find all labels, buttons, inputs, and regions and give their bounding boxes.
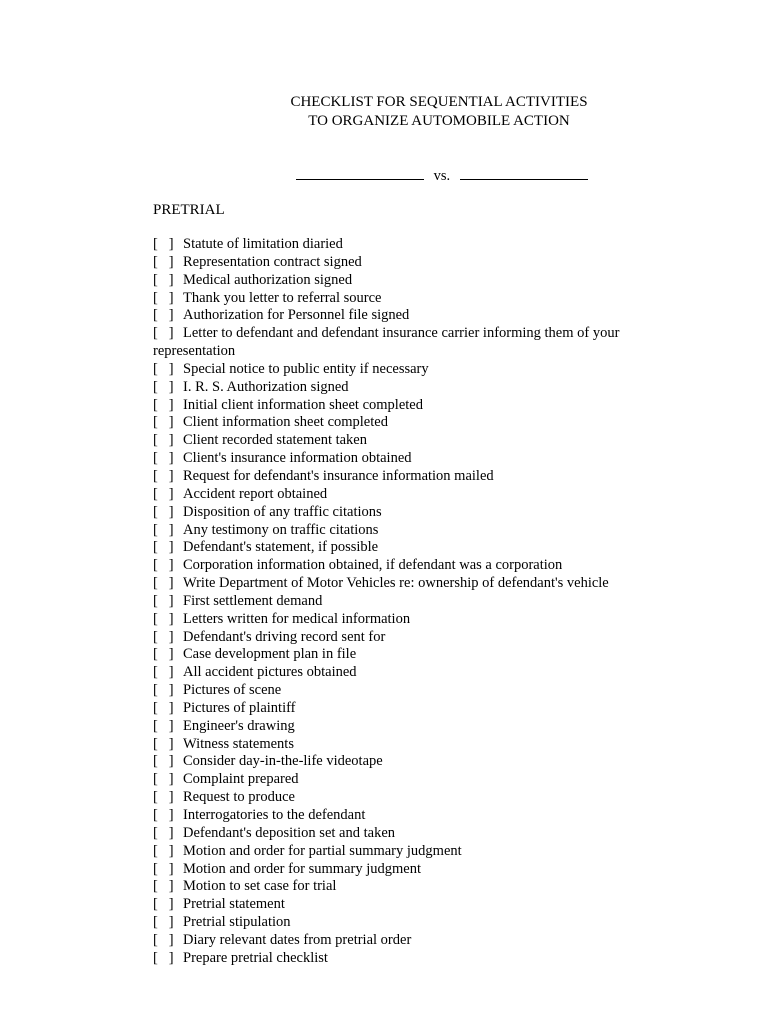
checklist-item-label: Initial client information sheet completed [183,396,423,413]
checklist-item-label: Pictures of scene [183,682,282,699]
checklist-item-label: Medical authorization signed [183,271,353,288]
checklist-item-label: Motion and order for partial summary judgment [183,842,462,859]
checklist-item [153,539,653,557]
checklist-item [153,325,653,361]
checklist-item [153,682,653,700]
checkbox[interactable]: [ ] [153,646,174,663]
checkbox[interactable]: [ ] [153,860,174,877]
checkbox[interactable]: [ ] [153,914,174,931]
checklist-item [153,254,653,272]
checklist-item-label: Special notice to public entity if necessary [183,360,429,377]
plaintiff-blank-line [296,166,424,180]
checklist-item [153,932,653,950]
checkbox[interactable]: [ ] [153,949,174,966]
checklist-item [153,272,653,290]
checkbox[interactable]: [ ] [153,789,174,806]
checklist-item-label: I. R. S. Authorization signed [183,378,349,395]
checkbox[interactable]: [ ] [153,575,174,592]
checkbox[interactable]: [ ] [153,592,174,609]
checklist-item-label: Client recorded statement taken [183,432,367,449]
checklist-item-label: Any testimony on traffic citations [183,521,379,538]
checklist-item [153,504,653,522]
checklist-item-label: Statute of limitation diaried [183,236,343,252]
checklist-item-label: Case development plan in file [183,646,357,663]
checklist-item [153,593,653,611]
checklist-item [153,646,653,664]
checklist-item [153,629,653,647]
checklist-item-label: Motion and order for summary judgment [183,860,421,877]
checkbox[interactable]: [ ] [153,842,174,859]
checkbox[interactable]: [ ] [153,307,174,324]
checklist-item-label: Pretrial statement [183,896,285,913]
checklist-item [153,861,653,879]
checklist-item-label: All accident pictures obtained [183,664,357,681]
checklist-item-label: Consider day-in-the-life videotape [183,753,383,770]
checkbox[interactable]: [ ] [153,628,174,645]
checklist-item-label: Accident report obtained [183,485,328,502]
checkbox[interactable]: [ ] [153,236,174,252]
checklist-item [153,664,653,682]
checklist-item [153,718,653,736]
checkbox[interactable]: [ ] [153,610,174,627]
checklist-item [153,825,653,843]
checklist-item [153,307,653,325]
checklist-item-label: Authorization for Personnel file signed [183,307,410,324]
checkbox[interactable]: [ ] [153,807,174,823]
checkbox[interactable]: [ ] [153,539,174,556]
checkbox[interactable]: [ ] [153,878,174,895]
checklist-item-label: Client's insurance information obtained [183,450,412,467]
checklist-item [153,522,653,540]
checkbox[interactable]: [ ] [153,824,174,841]
checkbox[interactable]: [ ] [153,753,174,770]
versus-label: vs. [433,168,451,184]
checklist-item-label: Defendant's statement, if possible [183,539,379,556]
checkbox[interactable]: [ ] [153,521,174,538]
checklist-item [153,397,653,415]
checklist-item-label: Complaint prepared [183,771,299,788]
checklist-item [153,236,653,254]
checklist-item-label: Defendant's driving record sent for [183,628,386,645]
checklist-item-label: Representation contract signed [183,253,362,270]
checklist-item [153,950,653,968]
checklist-item [153,290,653,308]
checkbox[interactable]: [ ] [153,771,174,788]
checkbox[interactable]: [ ] [153,664,174,681]
checklist-item [153,557,653,575]
checklist-item-label: Prepare pretrial checklist [183,949,328,966]
checklist-item-label: Diary relevant dates from pretrial order [183,931,412,948]
checkbox[interactable]: [ ] [153,557,174,574]
checklist-item [153,753,653,771]
checklist-item-label: Pretrial stipulation [183,914,291,931]
checklist-item [153,414,653,432]
checklist-item-label: Thank you letter to referral source [183,289,382,306]
checkbox[interactable]: [ ] [153,931,174,948]
checkbox[interactable]: [ ] [153,467,174,484]
checkbox[interactable]: [ ] [153,485,174,502]
defendant-blank-line [460,166,588,180]
checkbox[interactable]: [ ] [153,378,174,395]
pretrial-checklist [153,236,653,968]
checkbox[interactable]: [ ] [153,503,174,520]
checkbox[interactable]: [ ] [153,450,174,467]
checklist-item-label: Interrogatories to the defendant [183,807,366,823]
checklist-item-label: Engineer's drawing [183,717,295,734]
checklist-item [153,611,653,629]
section-heading: PRETRIAL [153,202,225,218]
checklist-item [153,468,653,486]
checkbox[interactable]: [ ] [153,896,174,913]
checklist-item [153,843,653,861]
checkbox[interactable]: [ ] [153,325,174,342]
title-line-2: TO ORGANIZE AUTOMOBILE ACTION [308,113,570,129]
checkbox[interactable]: [ ] [153,682,174,699]
checklist-item-label: Request for defendant's insurance information mailed [183,467,494,484]
checkbox[interactable]: [ ] [153,396,174,413]
title-line-1: CHECKLIST FOR SEQUENTIAL ACTIVITIES [290,94,588,110]
checklist-item-label: Request to produce [183,789,295,806]
checklist-item [153,575,653,593]
checklist-item [153,450,653,468]
checklist-item [153,432,653,450]
document-title [0,93,770,131]
checklist-item [153,771,653,789]
checklist-item [153,361,653,379]
checklist-item-label: Pictures of plaintiff [183,699,296,716]
checklist-item [153,486,653,504]
checkbox[interactable]: [ ] [153,699,174,716]
checklist-item-label: Motion to set case for trial [183,878,337,895]
checklist-item-label: Letter to defendant and defendant insurance carrier informing them of your [183,325,620,342]
checklist-item [153,736,653,754]
checklist-item [153,896,653,914]
checklist-item-label: First settlement demand [183,592,323,609]
case-caption [296,166,588,185]
checklist-item [153,914,653,932]
checklist-item-continuation: representation [153,343,236,360]
checklist-item [153,789,653,807]
checklist-item [153,878,653,896]
checklist-item [153,379,653,397]
checklist-item-label: Letters written for medical information [183,610,411,627]
checklist-item-label: Client information sheet completed [183,414,388,431]
checkbox[interactable]: [ ] [153,717,174,734]
checkbox[interactable]: [ ] [153,432,174,449]
checklist-item-label: Witness statements [183,735,294,752]
checkbox[interactable]: [ ] [153,735,174,752]
checkbox[interactable]: [ ] [153,253,174,270]
checklist-item [153,700,653,718]
checklist-item-label: Disposition of any traffic citations [183,503,382,520]
checkbox[interactable]: [ ] [153,360,174,377]
checklist-item-label: Corporation information obtained, if defendant was a corporation [183,557,563,574]
checklist-item-label: Defendant's deposition set and taken [183,824,395,841]
checklist-item [153,807,653,825]
checkbox[interactable]: [ ] [153,414,174,431]
checklist-item-label: Write Department of Motor Vehicles re: ownership of defendant's vehicle [183,575,609,592]
checkbox[interactable]: [ ] [153,289,174,306]
checkbox[interactable]: [ ] [153,271,174,288]
